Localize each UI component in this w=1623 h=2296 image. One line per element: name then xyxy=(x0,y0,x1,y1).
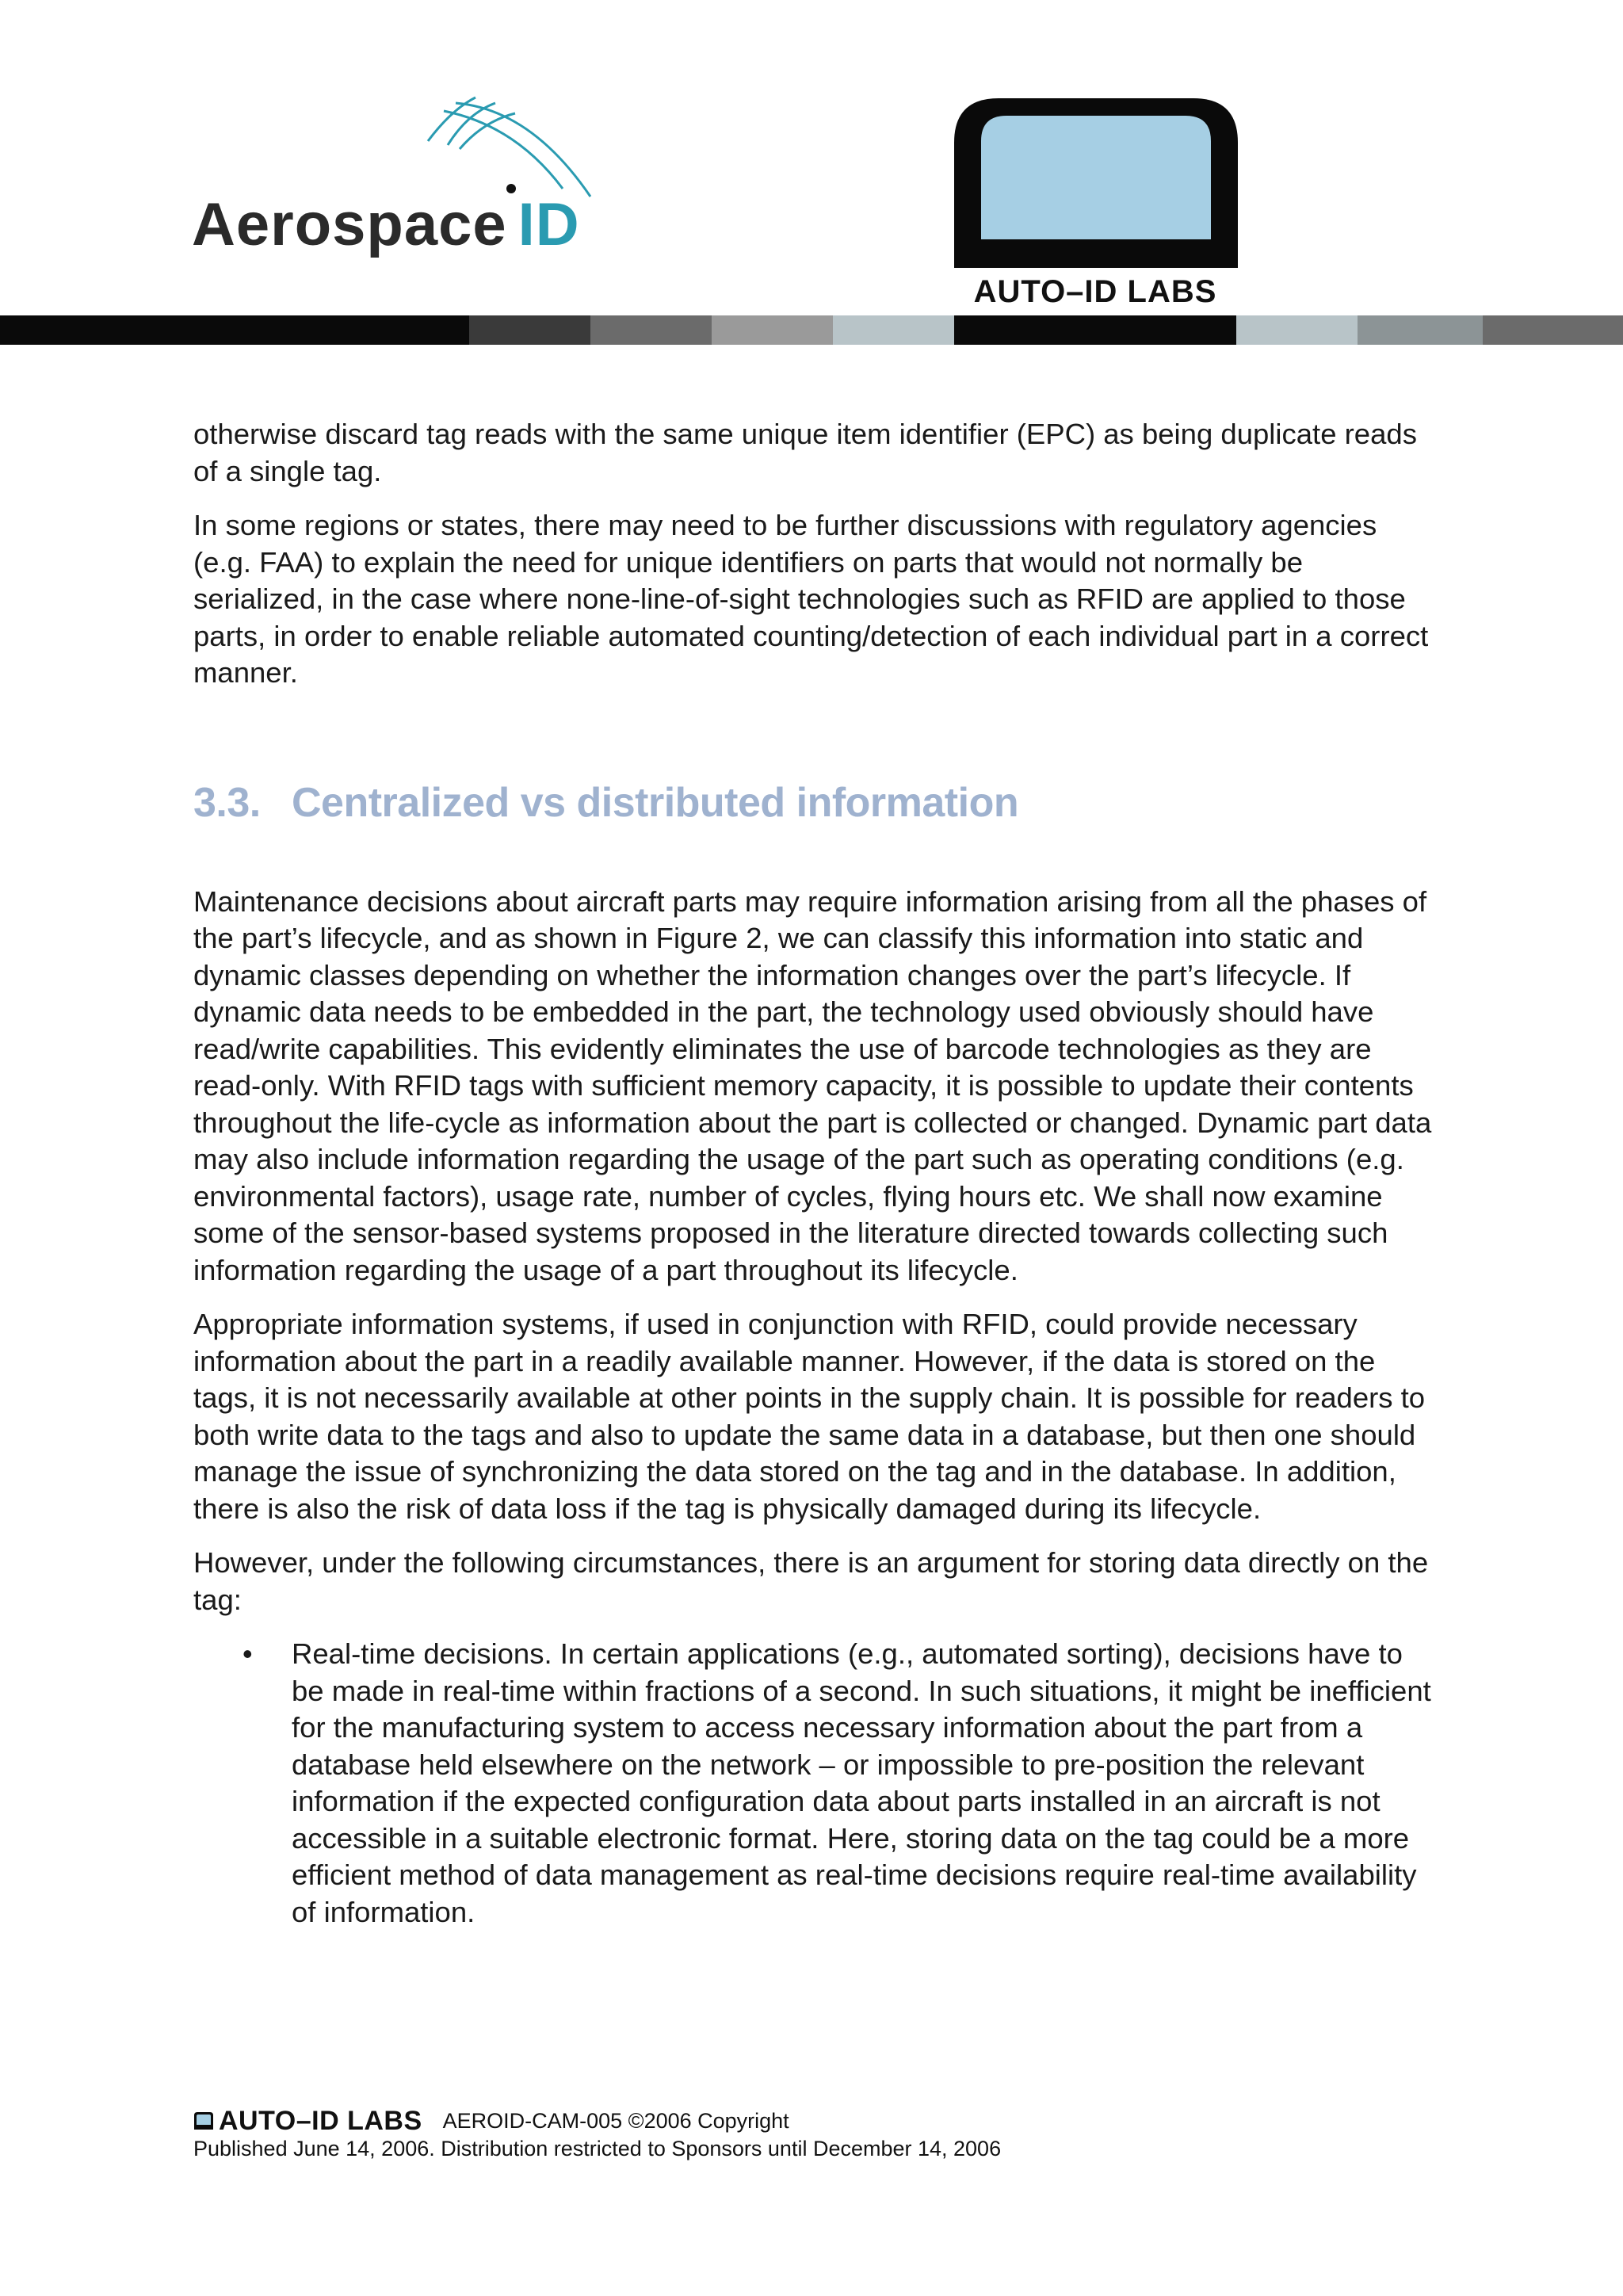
auto-id-labs-text: AUTO–ID LABS xyxy=(973,274,1217,309)
paragraph-regulatory: In some regions or states, there may need to be further discussions with regulatory agencies (e.g. FAA) to explain the need for unique identifiers on parts that would not normally be serialized, in the case where none-line-of-sight technologies such as RFID are applied to those parts, in order to enable reliable automated counting/detection of each individual part in a correct manner. xyxy=(193,509,1429,689)
bar-segment xyxy=(590,315,712,345)
aerospace-word: Aerospace xyxy=(192,191,507,258)
bar-segment xyxy=(1358,315,1483,345)
auto-id-emblem-icon xyxy=(193,2111,214,2130)
bullet-icon: • xyxy=(242,1637,253,1670)
bar-segment xyxy=(833,315,954,345)
footer-logo xyxy=(193,2106,422,2137)
footer-logo-text: AUTO–ID LABS xyxy=(219,2105,422,2136)
id-word: ID xyxy=(517,191,580,258)
auto-id-labs-emblem-icon xyxy=(951,95,1241,271)
paragraph-information-systems: Appropriate information systems, if used in conjunction with RFID, could provide necessary information about the part in a readily available manner. However, if the data is stored on the tags, it is not necessarily available at other points in the supply chain. It is possible for readers to both write data to the tags and also to update the same data in a database, but then one should manage the issue of synchronizing the data stored on the tag and in the database. In addition, there is also the risk of data loss if the tag is physically damaged during its lifecycle. xyxy=(193,1308,1426,1525)
bar-segment xyxy=(712,315,833,345)
footer-doc-id: AEROID-CAM-005 ©2006 Copyright xyxy=(442,2108,789,2133)
page-content xyxy=(193,416,1438,1931)
bar-segment xyxy=(0,315,469,345)
auto-id-labs-logo xyxy=(951,95,1241,309)
bar-segment xyxy=(469,315,590,345)
paragraph-duplicate-reads: otherwise discard tag reads with the same unique item identifier (EPC) as being duplicate reads of a single tag. xyxy=(193,418,1417,487)
aerospace-id-logo xyxy=(190,94,602,268)
bullet-text-real-time: Real-time decisions. In certain applications (e.g., automated sorting), decisions have to be made in real-time within fractions of a second. In such situations, it might be inefficient for the manufacturing system to access necessary information about the part from a database held elsewhere on the network – or impossible to pre-position the relevant information if the expected configuration data about parts installed in an aircraft is not accessible in a suitable electronic format. Here, storing data on the tag could be a more efficient method of data management as real-time decisions require real-time availability of information. xyxy=(292,1637,1431,1928)
footer-line-1 xyxy=(193,2107,1382,2135)
paragraph-circumstances: However, under the following circumstances, there is an argument for storing data directly on the tag: xyxy=(193,1546,1429,1616)
footer-published: Published June 14, 2006. Distribution restricted to Sponsors until December 14, 2006 xyxy=(193,2137,1002,2160)
section-heading xyxy=(193,779,1438,827)
page-footer xyxy=(193,2107,1382,2161)
section-title: Centralized vs distributed information xyxy=(292,779,1019,826)
paragraph-maintenance-decisions: Maintenance decisions about aircraft parts may require information arising from all the phases of the part’s lifecycle, and as shown in Figure 2, we can classify this information into static and dynamic classes depending on whether the information changes over the part’s lifecycle. If dynamic data needs to be embedded in the part, the technology used obviously should have read/write capabilities. This evidently eliminates the use of barcode technologies as they are read-only. With RFID tags with sufficient memory capacity, it is possible to update their contents throughout the life-cycle as information about the part is collected or changed. Dynamic part data may also include information regarding the usage of the part such as operating conditions (e.g. environmental factors), usage rate, number of cycles, flying hours etc. We shall now examine some of the sensor-based systems proposed in the literature directed towards collecting such information regarding the usage of a part throughout its lifecycle. xyxy=(193,884,1432,1286)
header-color-bar xyxy=(0,315,1623,345)
section-number: 3.3. xyxy=(193,779,261,826)
bar-segment xyxy=(1483,315,1623,345)
bar-segment xyxy=(954,315,1236,345)
bar-segment xyxy=(1236,315,1358,345)
bullet-list xyxy=(193,1636,1438,1931)
aerospace-id-wordmark xyxy=(192,190,580,259)
list-item xyxy=(193,1636,1438,1931)
